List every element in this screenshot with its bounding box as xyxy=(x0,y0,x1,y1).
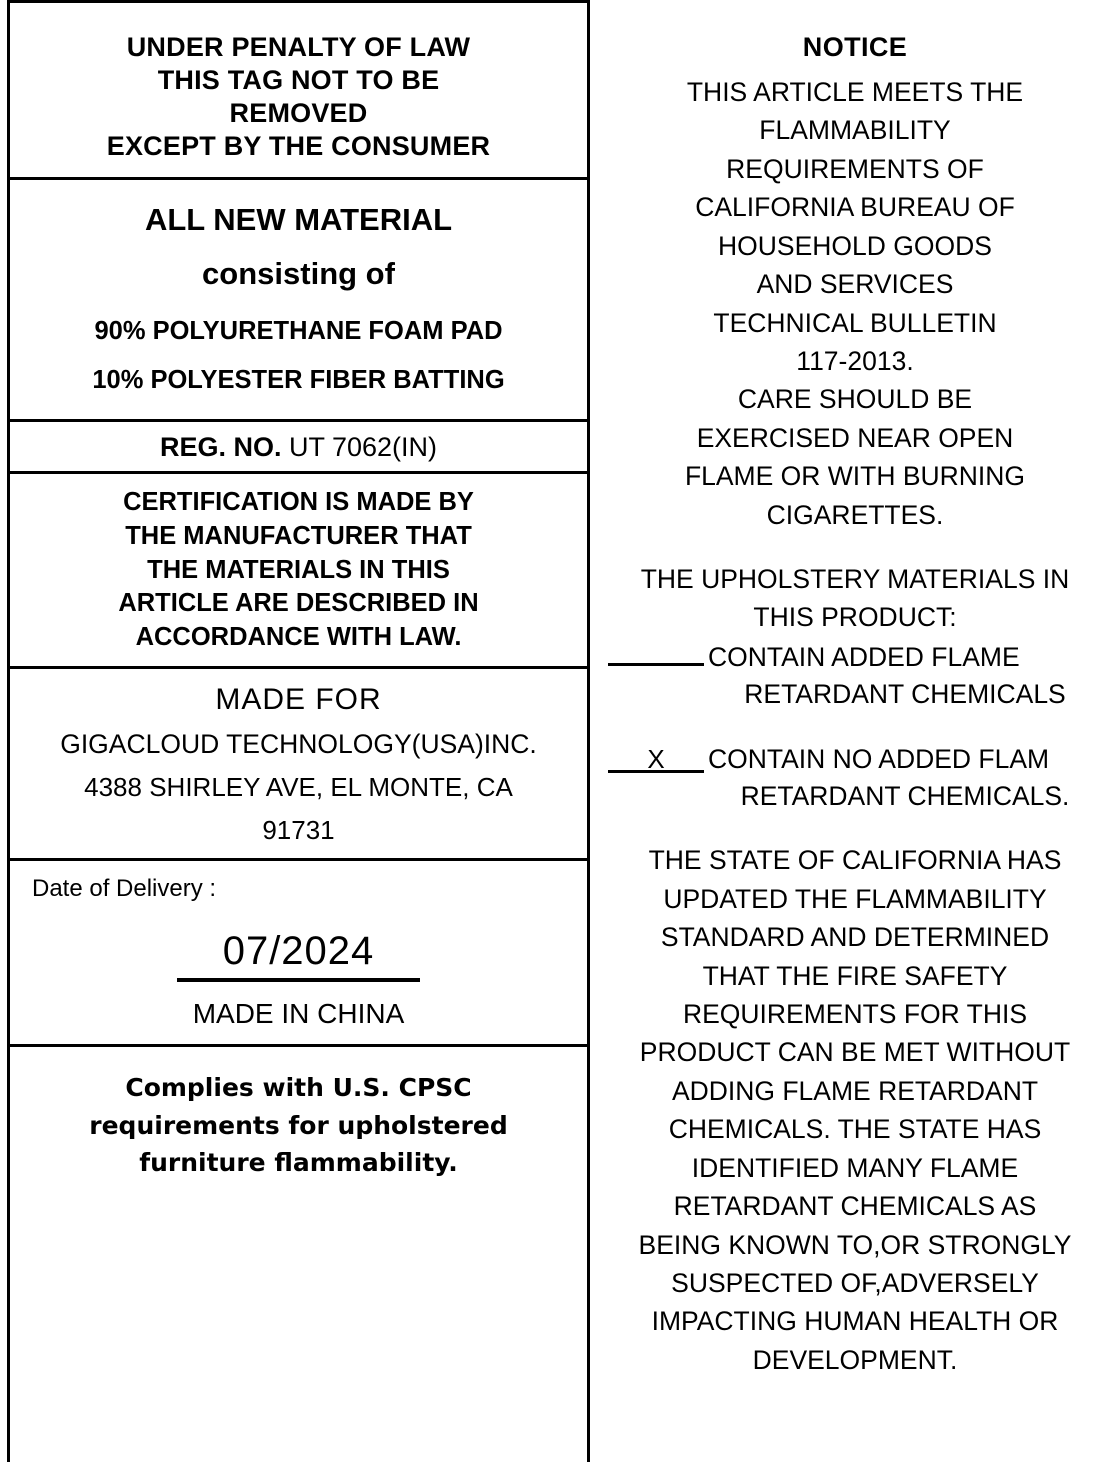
state-line-4: THAT THE FIRE SAFETY xyxy=(702,960,1008,991)
certification-line-3: THE MATERIALS IN THIS xyxy=(147,555,450,584)
penalty-line-1: UNDER PENALTY OF LAW xyxy=(126,32,471,62)
state-line-13: IMPACTING HUMAN HEALTH OR xyxy=(651,1306,1059,1337)
penalty-line-3: REMOVED xyxy=(229,97,368,128)
state-line-14: DEVELOPMENT. xyxy=(752,1344,958,1375)
penalty-section xyxy=(10,3,587,180)
right-panel xyxy=(590,0,1116,1462)
made-in-country: MADE IN CHINA xyxy=(10,998,587,1047)
state-line-6: PRODUCT CAN BE MET WITHOUT xyxy=(639,1037,1071,1068)
notice-line-11: FLAME OR WITH BURNING xyxy=(684,461,1026,492)
option-no-added-label xyxy=(708,741,1102,815)
state-line-12: SUSPECTED OF,ADVERSELY xyxy=(671,1267,1039,1298)
spacer-3 xyxy=(608,815,1102,841)
penalty-line-4: EXCEPT BY THE CONSUMER xyxy=(106,130,491,161)
notice-line-2: FLAMMABILITY xyxy=(759,115,951,146)
made-for-heading: MADE FOR xyxy=(215,683,382,717)
made-for-address: 4388 SHIRLEY AVE, EL MONTE, CA xyxy=(84,772,513,803)
state-line-10: RETARDANT CHEMICALS AS xyxy=(673,1191,1037,1222)
spacer-1 xyxy=(608,534,1102,560)
state-line-2: UPDATED THE FLAMMABILITY xyxy=(663,883,1047,914)
upholstery-intro-line-2: THIS PRODUCT: xyxy=(753,602,957,633)
state-line-5: REQUIREMENTS FOR THIS xyxy=(682,998,1028,1029)
option-no-added-line-1: CONTAIN NO ADDED FLAM xyxy=(708,744,1050,775)
certification-line-1: CERTIFICATION IS MADE BY xyxy=(123,488,474,517)
option-contain-added[interactable] xyxy=(608,639,1102,713)
reg-label: REG. NO. xyxy=(159,432,282,463)
material-subheading: consisting of xyxy=(202,256,395,292)
notice-line-12: CIGARETTES. xyxy=(766,499,944,530)
option-contain-added-line-2: RETARDANT CHEMICALS xyxy=(744,679,1066,709)
state-statement xyxy=(608,841,1102,1379)
complies-section xyxy=(18,1047,579,1182)
certification-section xyxy=(10,474,587,669)
state-line-8: CHEMICALS. THE STATE HAS xyxy=(668,1114,1042,1145)
delivery-date-wrap xyxy=(18,929,579,982)
notice-line-3: REQUIREMENTS OF xyxy=(726,153,984,184)
option-no-added-checkbox[interactable]: X xyxy=(608,748,704,773)
notice-line-7: TECHNICAL BULLETIN xyxy=(713,307,997,338)
notice-line-8: 117-2013. xyxy=(796,345,914,376)
complies-line-3: furniture flammability. xyxy=(139,1148,458,1178)
material-section xyxy=(10,180,587,422)
made-for-section xyxy=(10,669,587,861)
delivery-label: Date of Delivery : xyxy=(32,875,217,903)
certification-line-2: THE MANUFACTURER THAT xyxy=(125,521,472,550)
complies-line-2: requirements for upholstered xyxy=(89,1110,508,1140)
option-no-added[interactable] xyxy=(608,741,1102,815)
material-heading: ALL NEW MATERIAL xyxy=(144,201,453,237)
notice-line-6: AND SERVICES xyxy=(756,269,954,300)
state-line-3: STANDARD AND DETERMINED xyxy=(660,922,1050,953)
notice-line-4: CALIFORNIA BUREAU OF xyxy=(695,192,1015,223)
option-no-added-line-2: RETARDANT CHEMICALS. xyxy=(740,781,1070,812)
reg-value: UT 7062(IN) xyxy=(288,432,438,463)
registration-section xyxy=(10,422,587,474)
notice-line-5: HOUSEHOLD GOODS xyxy=(718,230,992,261)
made-for-zip: 91731 xyxy=(262,815,335,846)
notice-line-9: CARE SHOULD BE xyxy=(737,384,973,415)
delivery-section xyxy=(10,861,587,1462)
option-contain-added-label xyxy=(708,639,1102,713)
upholstery-intro-line-1: THE UPHOLSTERY MATERIALS IN xyxy=(640,564,1070,595)
made-for-company: GIGACLOUD TECHNOLOGY(USA)INC. xyxy=(60,729,537,760)
option-contain-added-line-1: CONTAIN ADDED FLAME xyxy=(708,641,1020,672)
complies-line-1: Complies with U.S. CPSC xyxy=(125,1073,472,1103)
notice-body xyxy=(608,73,1102,534)
material-component-1: 90% POLYURETHANE FOAM PAD xyxy=(94,317,503,346)
option-contain-added-checkbox[interactable] xyxy=(608,641,704,666)
certification-line-4: ARTICLE ARE DESCRIBED IN xyxy=(118,589,479,618)
notice-title: NOTICE xyxy=(802,32,908,62)
delivery-date-value: 07/2024 xyxy=(177,929,421,982)
penalty-line-2: THIS TAG NOT TO BE xyxy=(157,64,440,95)
state-line-9: IDENTIFIED MANY FLAME xyxy=(691,1152,1019,1183)
notice-line-10: EXERCISED NEAR OPEN xyxy=(696,422,1014,453)
spacer-2 xyxy=(608,713,1102,739)
upholstery-intro xyxy=(608,560,1102,637)
state-line-1: THE STATE OF CALIFORNIA HAS xyxy=(648,845,1062,876)
state-line-11: BEING KNOWN TO,OR STRONGLY xyxy=(638,1229,1072,1260)
state-line-7: ADDING FLAME RETARDANT xyxy=(671,1075,1039,1106)
left-panel-border xyxy=(7,0,590,1462)
notice-line-1: THIS ARTICLE MEETS THE xyxy=(686,77,1024,107)
certification-line-5: ACCORDANCE WITH LAW. xyxy=(135,622,462,651)
material-component-2: 10% POLYESTER FIBER BATTING xyxy=(92,365,505,394)
